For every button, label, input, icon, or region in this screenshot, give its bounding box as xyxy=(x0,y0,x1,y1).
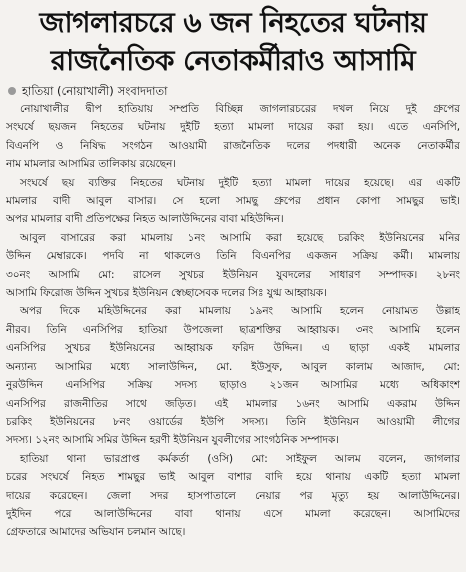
headline xyxy=(6,4,460,80)
dateline-place: হাতিয়া (নোয়াখালী) xyxy=(22,84,114,98)
paragraph-line: দায়ের করেছেন। জেলা সদর হাসপাতালে নেয়ার পর মৃত্যু হয় আলাউদ্দিনের। xyxy=(6,489,460,502)
paragraph-line: আসামি ফিরোজ উদ্দিন সুখচর ইউনিয়ন স্বেচ্ছাসেবক দলের সিঃ যুগ্ম আহ্বায়ক। xyxy=(6,287,327,300)
paragraph-line: দুইদিন পরে আলাউদ্দিনের বাবা থানায় এসে মামলা করেছেন। আসামিদের xyxy=(6,507,460,520)
paragraph xyxy=(6,229,460,303)
paragraph xyxy=(6,302,460,449)
paragraph-line: এনসিপির রাজনীতির সাথে জড়িত। এই মামলার ১৬নং আসামি একরাম উদ্দিন xyxy=(6,397,460,410)
paragraph xyxy=(6,174,460,229)
paragraph-line: অপর মামলার বাদী প্রতিপক্ষের নিহত আলাউদ্দিনের বাবা মহিউদ্দিন। xyxy=(6,213,284,226)
paragraph-line: বিএনপি ও নিষিদ্ধ সংগঠন আওয়ামী রাজনৈতিক দলের পদধারী অনেক নেতাকর্মীর xyxy=(6,139,460,152)
paragraph-line: নুরউদ্দিন এনসিপির সক্রিয় সদস্য ছাড়াও ২১জন আসামির মধ্যে অধিকাংশ xyxy=(6,379,460,392)
paragraph-line: হাতিয়া থানা ভারপ্রাপ্ত কর্মকর্তা (ওসি) মো: সাইফুল আলম বলেন, জাগলার xyxy=(20,452,460,465)
paragraph-line: আবুল বাসারের করা মামলায় ১নং আসামি করা হয়েছে চরকিং ইউনিয়নের মনির xyxy=(20,231,460,244)
dateline-source: সংবাদদাতা xyxy=(117,84,168,98)
paragraph-line: নীরব। তিনি এনসিপির হাতিয়া উপজেলা ছাত্রশক্তির আহ্বায়ক। ৩নং আসামি হলেন xyxy=(6,323,460,336)
paragraph-line: উদ্দিন মেম্বারকে। পদবি না থাকলেও তিনি বিএনপির একজন সক্রিয় কর্মী। মামলায় xyxy=(6,250,460,263)
paragraph-line: অন্যান্য আসামির মধ্যে সালাউদ্দিন, মো. ইউসুফ, আবুল কালাম আজাদ, মো: xyxy=(6,360,460,373)
headline-line-1: জাগলারচরে ৬ জন নিহতের ঘটনায় xyxy=(39,6,427,39)
paragraph-line: নোয়াখালীর দ্বীপ হাতিয়ায় সম্প্রতি বিচ্ছিন্ন জাগলারচরের দখল নিয়ে দুই গ্রুপের xyxy=(20,103,460,115)
paragraph xyxy=(6,450,460,542)
paragraph-line: মামলার বাদী আবুল বাসার। সে হলো সামছু গ্রুপের প্রধান কোপা সামছুর ভাই। xyxy=(6,195,460,208)
paragraph-line: অপর দিকে মহিউদ্দিনের করা মামলায় ১৯নং আসামি হলেন নোয়ামত উল্লাহ xyxy=(20,305,460,318)
paragraph-line: সদস্য। ১২নং আসামি সমির উদ্দিন হরণী ইউনিয়ন যুবলীগের সাংগঠনিক সম্পাদক। xyxy=(6,434,339,447)
paragraph xyxy=(6,100,460,174)
paragraph-line: চরকিং ইউনিয়নের ৮নং ওয়ার্ডের ইউপি সদস্য। তিনি ইউনিয়ন আওয়ামী লীগের xyxy=(6,415,460,428)
paragraph-line: ৩০নং আসামি মো: রাসেল সুখচর ইউনিয়ন যুবদলের সাধারণ সম্পাদক। ২৮নং xyxy=(6,268,460,281)
paragraph-line: সংঘর্ষে ছয়জন নিহতের ঘটনায় দুইটি হত্যা মামলা দায়ের করা হয়। এতে এনসিপি, xyxy=(6,121,460,134)
article-body xyxy=(6,100,460,542)
paragraph-line: এনসিপির সুখচর ইউনিয়নের আহ্বায়ক ফরিদ উদ্দিন। এ ছাড়া একই মামলার xyxy=(6,342,460,355)
paragraph-line: সংঘর্ষে ছয় ব্যক্তির নিহতের ঘটনায় দুইটি হত্যা মামলা দায়ের হয়েছে। এর একটি xyxy=(20,176,460,189)
dateline xyxy=(8,82,458,100)
paragraph-line: গ্রেফতারে আমাদের অভিযান চলমান আছে। xyxy=(6,526,186,539)
bullet-icon xyxy=(8,87,16,95)
headline-line-2: রাজনৈতিক নেতাকর্মীরাও আসামি xyxy=(50,44,416,77)
paragraph-line: চরের সংঘর্ষে নিহত শামছুর ভাই আবুল বাশার বাদি হয়ে থানায় একটি হত্যা মামলা xyxy=(6,471,460,484)
paragraph-line: নাম মামলার আসামির তালিকায় রয়েছেন। xyxy=(6,158,177,171)
